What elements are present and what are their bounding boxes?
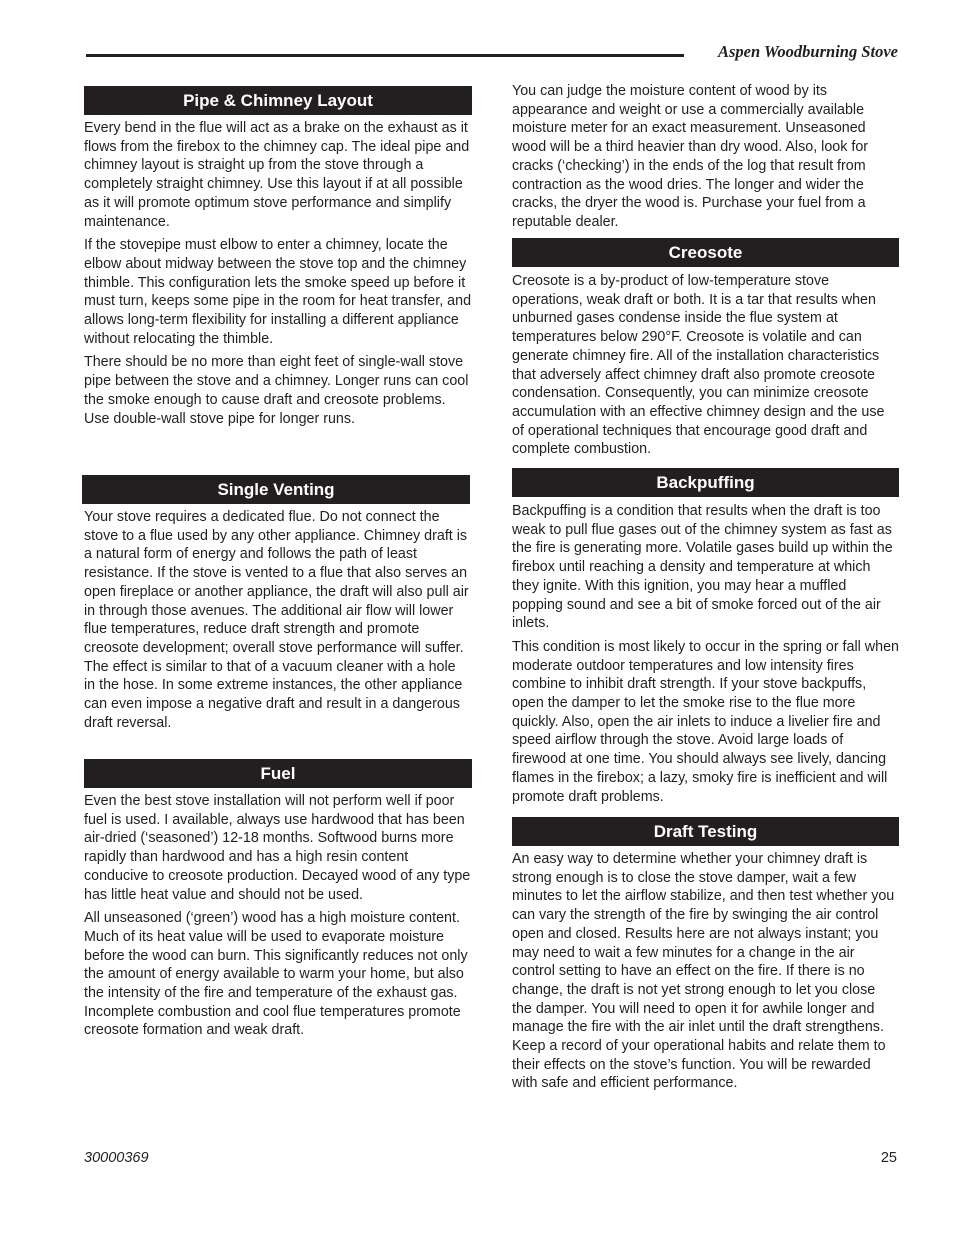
section-heading: Creosote [512,238,899,267]
paragraph: Your stove requires a dedicated flue. Do not connect the stove to a flue used by any other appliance. Chimney draft is a natural form of energy and follows the path of least resistance. If the stove is vented to a flue that also serves an open fireplace or another appliance, the draft will also pull air in through those avenues. The additional air flow will lower flue temperatures, reduce draft strength and promote creosote development; overall stove performance will suffer. The effect is similar to that of a vacuum cleaner with a hole in the hose. In some extreme instances, the other appliance can even impose a negative draft and result in a dangerous draft reversal. [84,509,469,731]
paragraph: This condition is most likely to occur in the spring or fall when moderate outdoor temperatures and low intensity fires combine to inhibit draft strength. If your stove backpuffs, open the damper to let the smoke rise to the flue more quickly. Also, open the air inlets to induce a livelier fire and speed airflow through the stove. Avoid large loads of firewood at one time. You should always see lively, dancing flames in the firebox; a lazy, smoky fire is inefficient and will promote draft problems. [512,638,899,805]
paragraph: Backpuffing is a condition that results when the draft is too weak to pull flue gases out of the chimney system as fast as the fire is generating more. Volatile gases build up within the firebox until reaching a density and temperature at which they ignite. With this ignition, you may hear a muffled popping sound and see a bit of smoke forced out of the air inlets. [512,503,893,632]
section-moisture [512,82,900,232]
section-heading: Single Venting [82,475,470,504]
section-single-venting [82,475,470,732]
page-number: 25 [880,1150,897,1166]
section-pipe-chimney-layout [84,86,472,428]
paragraph: An easy way to determine whether your chimney draft is strong enough is to close the stove damper, wait a few minutes to let the airflow stabilize, and then test whether you can vary the strength of the fire by swinging the air control open and closed. Results here are not always instant; you may need to wait a few minutes for a change in the air control setting to have an effect on the fire. If there is no change, the draft is not yet strong enough to let you close the damper. You will need to open it for awhile longer and manage the fire with the air inlet until the draft strengthens. Keep a record of your operational habits and relate them to their effects on the stove’s function. You will be rewarded with safe and efficient performance. [512,851,895,1092]
section-backpuffing [512,468,899,806]
paragraph: Creosote is a by-product of low-temperature stove operations, weak draft or both. It is a tar that results when unburned gases condense inside the flue system at temperatures below 290°F. Creosote is volatile and can generate chimney fire. All of the installation characteristics that adversely affect chimney draft also promote creosote condensation. Consequently, you can minimize creosote accumulation with an effective chimney design and the use of operational techniques that encourage good draft and complete combustion. [512,273,885,458]
section-heading: Pipe & Chimney Layout [84,86,472,115]
paragraph: There should be no more than eight feet of single-wall stove pipe between the stove and a chimney. Longer runs can cool the smoke enough to cause draft and creosote problems. Use double-wall stove pipe for longer runs. [84,354,469,427]
paragraph: You can judge the moisture content of wood by its appearance and weight or use a commercially available moisture meter for an exact measurement. Unseasoned wood will be a third heavier than dry wood. Also, look for cracks (‘checking’) in the ends of the log that result from contraction as the wood dries. The longer and wider the cracks, the dryer the wood is. Purchase your fuel from a reputable dealer. [512,83,869,230]
header-rule [86,54,684,57]
paragraph: If the stovepipe must elbow to enter a chimney, locate the elbow about midway between the stove top and the chimney thimble. This configuration lets the smoke speed up before it must turn, keeps some pipe in the room for heat transfer, and allows long-term flexibility for installing a different appliance without relocating the thimble. [84,237,472,347]
section-heading: Fuel [84,759,472,788]
running-header-title: Aspen Woodburning Stove [717,42,898,61]
paragraph: Even the best stove installation will not perform well if poor fuel is used. I available, always use hardwood that has been air-dried (‘seasoned’) 12-18 months. Softwood burns more rapidly than hardwood and has a high resin content conducive to creosote production. Decayed wood of any type has little heat value and should not be used. [84,793,471,903]
paragraph: All unseasoned (‘green’) wood has a high moisture content. Much of its heat value will be used to evaporate moisture before the wood can burn. This significantly reduces not only the amount of energy available to warm your home, but also the intensity of the fire and temperature of the exhaust gas. Incomplete combustion and cool flue temperatures promote creosote formation and weak draft. [84,910,468,1039]
section-heading: Draft Testing [512,817,899,846]
document-number: 30000369 [84,1150,149,1166]
section-draft-testing [512,817,899,1093]
section-heading: Backpuffing [512,468,899,497]
paragraph: Every bend in the flue will act as a brake on the exhaust as it flows from the firebox to the chimney cap. The ideal pipe and chimney layout is straight up from the stove through a completely straight chimney. Use this layout if at all possible as it will promote optimum stove performance and simplify maintenance. [84,120,470,230]
section-fuel [84,759,472,1040]
section-creosote [512,238,899,459]
